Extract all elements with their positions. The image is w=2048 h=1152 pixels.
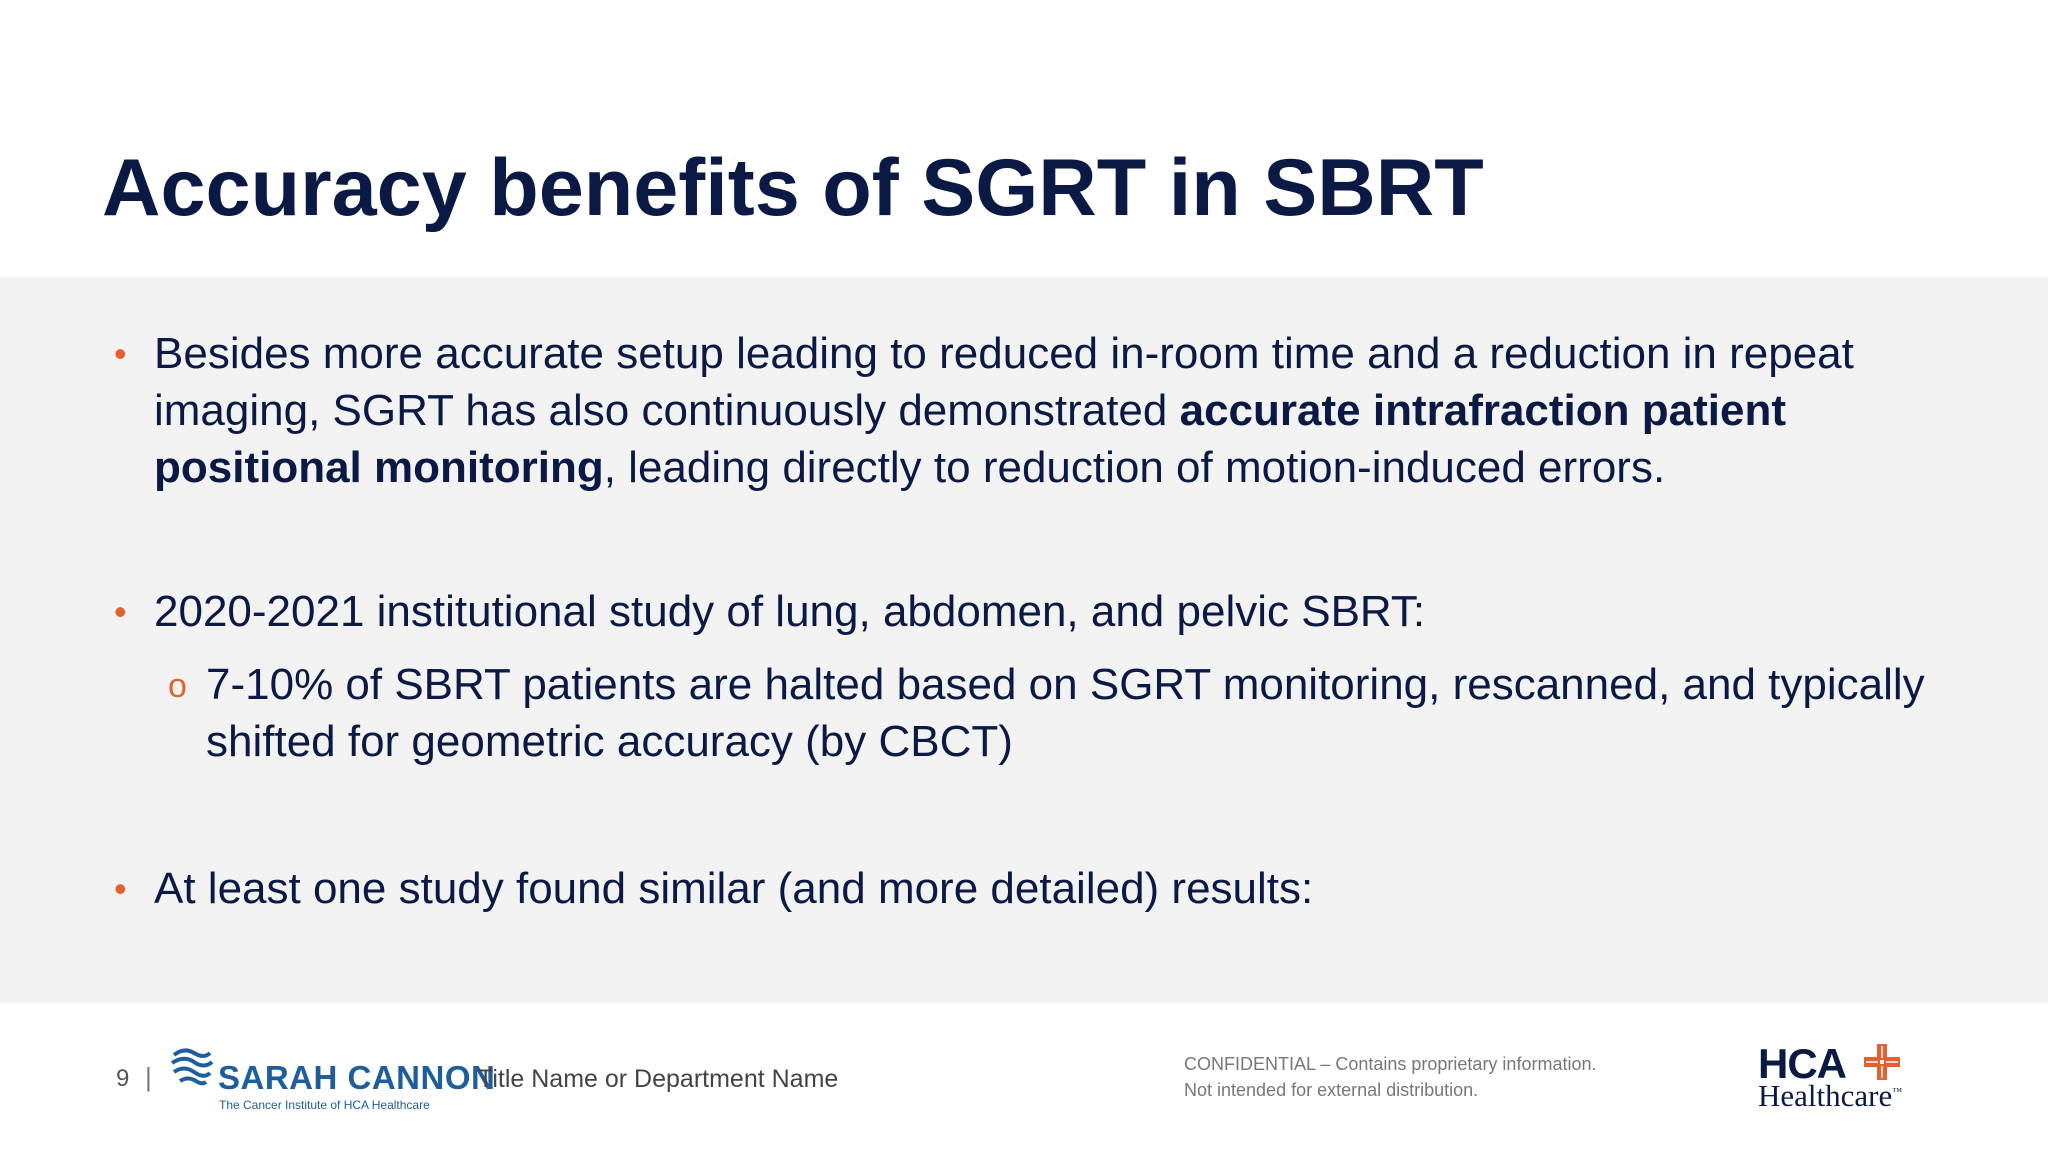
logo-tagline: The Cancer Institute of HCA Healthcare [219, 1098, 430, 1112]
page-number: 9 [116, 1065, 130, 1092]
department-name: Title Name or Department Name [478, 1065, 839, 1093]
bullet-setup-accuracy [114, 325, 1994, 496]
sub-bullet-marker: o [168, 667, 187, 705]
sarah-cannon-wave-icon [170, 1045, 214, 1091]
hca-healthcare-logo [1758, 1040, 1918, 1120]
hca-healthcare-text [1758, 1078, 1902, 1114]
confidential-notice [1184, 1051, 1596, 1103]
hca-healthcare-word: Healthcare [1758, 1078, 1893, 1113]
bullet-bold-text: accurate intrafraction patient positional monitoring [154, 386, 1786, 492]
bullet-text: Besides more accurate setup leading to reduced in-room time and a reduction in repeat imaging, SGRT has also continuously demonstrated [154, 329, 1854, 435]
slide-footer [0, 1003, 2048, 1152]
logo-name: SARAH CANNON [218, 1059, 496, 1096]
bullet-marker: • [114, 591, 127, 632]
sarah-cannon-logo [170, 1045, 496, 1115]
footer-separator: | [145, 1062, 152, 1092]
slide-title: Accuracy benefits of SGRT in SBRT [102, 143, 1484, 233]
hca-logo-text: HCA [1758, 1040, 1846, 1087]
bullet-text: At least one study found similar (and more detailed) results: [154, 864, 1314, 913]
sub-bullet-text: 7-10% of SBRT patients are halted based on SGRT monitoring, rescanned, and typically shifted for geometric accuracy (by CBCT) [206, 660, 1925, 766]
bullet-text: 2020-2021 institutional study of lung, abdomen, and pelvic SBRT: [154, 587, 1426, 636]
bullet-similar-study [114, 860, 1994, 917]
hca-cross-icon [1864, 1044, 1900, 1080]
confidential-line-1: CONFIDENTIAL – Contains proprietary information. [1184, 1054, 1597, 1074]
sub-bullet-halted-patients [168, 656, 1986, 770]
bullet-institutional-study [114, 583, 1994, 640]
bullet-marker: • [114, 333, 127, 374]
content-area [0, 277, 2048, 1003]
confidential-line-2: Not intended for external distribution. [1184, 1080, 1479, 1100]
trademark-symbol: ™ [1892, 1086, 1903, 1098]
bullet-text-end: , leading directly to reduction of motion-induced errors. [603, 443, 1666, 492]
bullet-marker: • [114, 868, 127, 909]
